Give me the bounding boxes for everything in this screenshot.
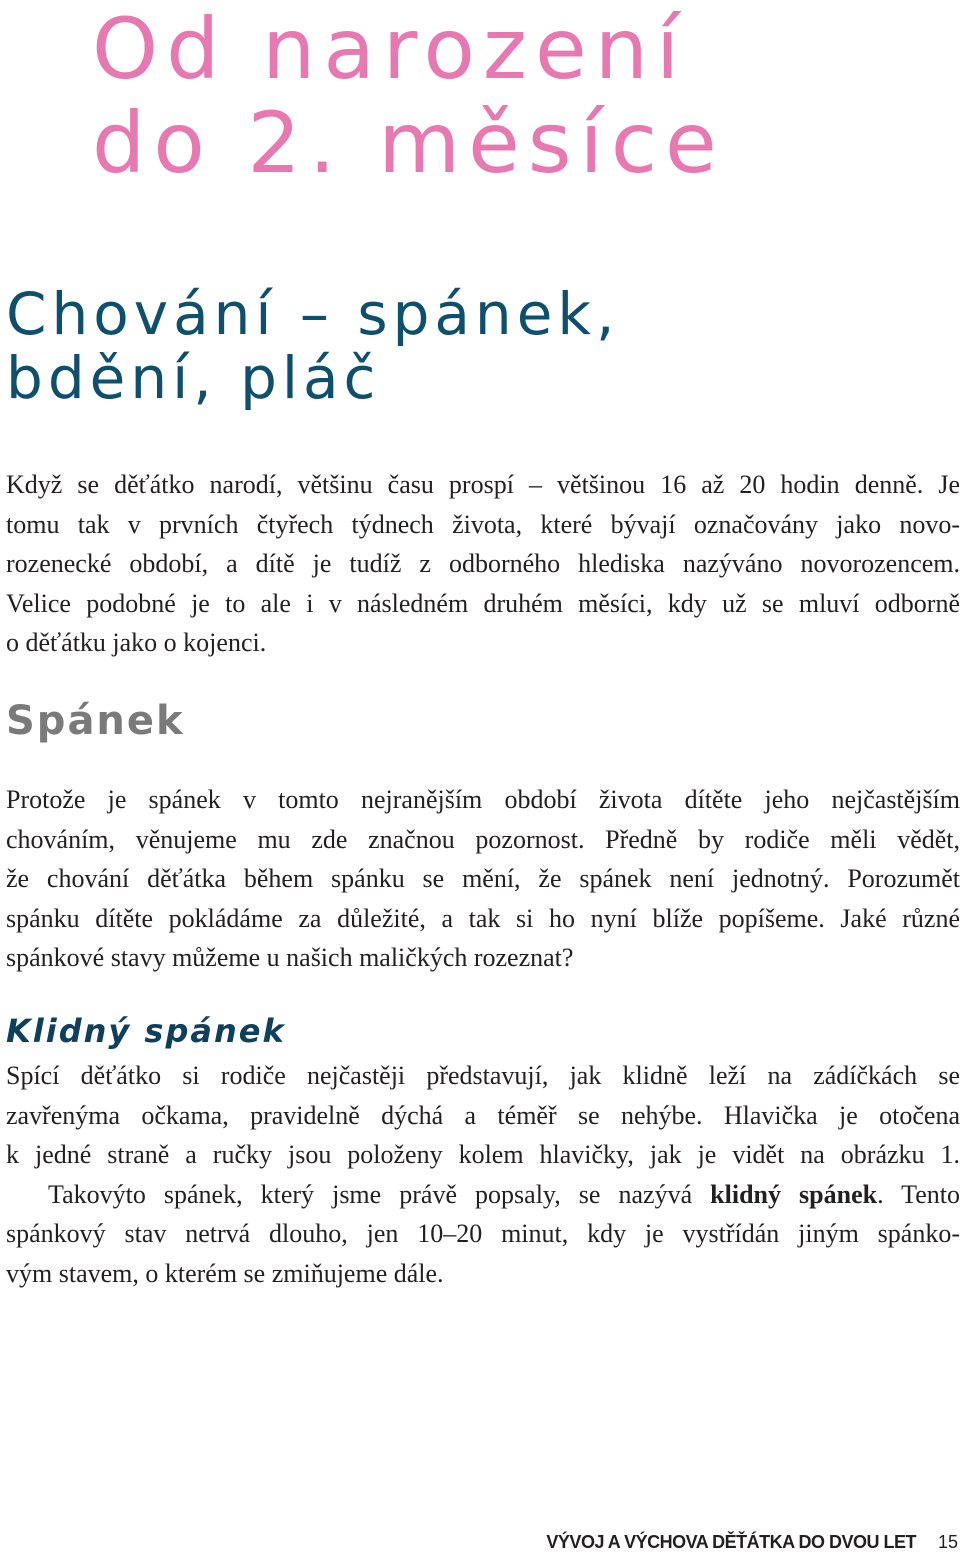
section-title-line-2: bdění, pláč <box>6 344 381 412</box>
sleep-line: že chování děťátka během spánku se mění, že spánek není jednotný. Porozumět <box>6 864 960 893</box>
calm-line-text: . Tento <box>877 1179 960 1209</box>
subheading-spanek: Spánek <box>6 698 185 744</box>
intro-line: tomu tak v prvních čtyřech týdnech života, které bývají označovány jako novo- <box>6 509 960 539</box>
chapter-title-line-1: Od narození <box>92 0 688 98</box>
calm-line <box>6 1175 960 1215</box>
calm-line: k jedné straně a ručky jsou položeny kolem hlavičky, jak je vidět na obrázku 1. <box>6 1140 960 1169</box>
calm-line: vým stavem, o kterém se zmiňujeme dále. <box>6 1258 444 1288</box>
intro-paragraph <box>6 465 960 663</box>
intro-line: rozenecké období, a dítě je tudíž z odborného hlediska nazýváno novorozencem. <box>6 549 960 578</box>
section-title <box>6 282 619 410</box>
intro-line: Velice podobné je to ale i v následném druhém měsíci, kdy už se mluví odborně <box>6 588 960 618</box>
chapter-title-line-2: do 2. měsíce <box>92 94 725 192</box>
page-footer <box>0 1532 958 1553</box>
sleep-paragraph <box>6 780 960 978</box>
calm-paragraph-1 <box>6 1056 960 1175</box>
calm-paragraph-2 <box>6 1175 960 1294</box>
sleep-line: Protože je spánek v tomto nejranějším období života dítěte jeho nejčastějším <box>6 785 960 814</box>
running-book-title: VÝVOJ A VÝCHOVA DĚŤÁTKA DO DVOU LET <box>546 1532 916 1552</box>
intro-line: Když se děťátko narodí, většinu času prospí – většinou 16 až 20 hodin denně. Je <box>6 470 960 499</box>
chapter-title <box>92 2 725 190</box>
calm-line-text: Takovýto spánek, který jsme právě popsaly, se nazývá <box>48 1179 711 1209</box>
section-title-line-1: Chování – spánek, <box>6 280 620 348</box>
calm-sleep-term: klidný spánek <box>710 1179 878 1209</box>
intro-line: o děťátku jako o kojenci. <box>6 628 267 657</box>
sleep-line: spánku dítěte pokládáme za důležité, a tak si ho nyní blíže popíšeme. Jaké různé <box>6 903 960 933</box>
sleep-line: chováním, věnujeme mu zde značnou pozornost. Předně by rodiče měli vědět, <box>6 824 960 854</box>
page-number: 15 <box>937 1532 958 1552</box>
subsubheading-klidny-spanek: Klidný spánek <box>6 1012 286 1050</box>
calm-line: zavřenýma očkama, pravidelně dýchá a téměř se nehýbe. Hlavička je otočena <box>6 1100 960 1130</box>
calm-line: Spící děťátko si rodiče nejčastěji představují, jak klidně leží na zádíčkách se <box>6 1061 960 1090</box>
sleep-line: spánkové stavy můžeme u našich maličkých rozeznat? <box>6 943 574 972</box>
calm-line: spánkový stav netrvá dlouho, jen 10–20 minut, kdy je vystřídán jiným spánko- <box>6 1219 960 1248</box>
